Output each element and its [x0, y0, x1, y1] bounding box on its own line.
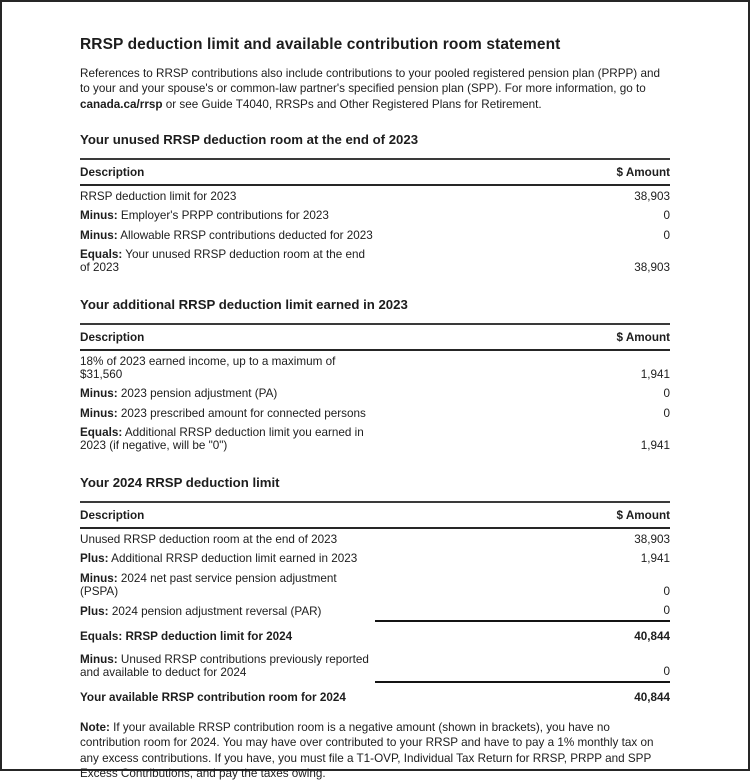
table-row: [80, 245, 670, 278]
row-prefix: Minus:: [80, 209, 118, 223]
table-row: [80, 185, 670, 206]
table-row: [80, 384, 670, 404]
row-prefix: Plus:: [80, 605, 109, 619]
row-amount: 0: [663, 406, 670, 420]
section-heading: Your unused RRSP deduction room at the end of 2023: [80, 132, 419, 148]
row-prefix: Minus:: [80, 571, 118, 585]
row-label: Plus: 2024 pension adjustment reversal (PAR): [80, 605, 322, 619]
table-row: [80, 646, 670, 683]
intro-bold-link-text: canada.ca/rrsp: [80, 97, 163, 111]
row-prefix: Minus:: [80, 387, 118, 401]
table-header-row: [80, 502, 670, 528]
row-amount: 0: [375, 601, 670, 622]
row-amount: 0: [663, 387, 670, 401]
row-amount: 38,903: [634, 189, 670, 203]
note-prefix: Note:: [80, 720, 110, 734]
row-amount: 40,844: [634, 690, 670, 704]
table-header-row: [80, 324, 670, 350]
row-amount: 1,941: [640, 439, 670, 453]
table-row: [80, 403, 670, 423]
column-header-description: Description: [80, 324, 375, 350]
row-label: Equals: Your unused RRSP deduction room at the end of 2023: [80, 248, 366, 275]
row-prefix: Equals:: [80, 248, 123, 262]
row-label: Equals: Additional RRSP deduction limit you earned in 2023 (if negative, will be "0"): [80, 426, 364, 453]
row-label: RRSP deduction limit for 2023: [80, 189, 237, 203]
section-heading: Your additional RRSP deduction limit earned in 2023: [80, 297, 408, 313]
intro-text-1: References to RRSP contributions also include contributions to your pooled registered pension plan (PRPP) and to your and your spouse's or common-law partner's specified pension plan (SPP). For more information, go to: [80, 67, 660, 96]
table-row: [80, 601, 670, 622]
column-header-description: Description: [80, 159, 375, 185]
row-label: Minus: 2023 pension adjustment (PA): [80, 387, 278, 401]
row-prefix: Plus:: [80, 552, 109, 566]
row-amount: 0: [663, 584, 670, 598]
table-row: [80, 568, 670, 601]
row-amount: 0: [663, 228, 670, 242]
note-text: If your available RRSP contribution room is a negative amount (shown in brackets), you have no contribution room for 2024. You may have over contributed to your RRSP and have to pay a 1% monthly tax on any excess contributions. If you have, you must file a T1-OVP, Individual Tax Return for RRSP, PRPP and SPP Excess Contributions, and pay the taxes owing.: [80, 720, 654, 780]
row-amount: 1,941: [640, 367, 670, 381]
table-row: [80, 206, 670, 226]
column-header-amount: $ Amount: [375, 502, 670, 528]
column-header-amount: $ Amount: [375, 159, 670, 185]
table-row: [80, 350, 670, 384]
table-row: [80, 423, 670, 456]
row-label: Minus: 2024 net past service pension adjustment (PSPA): [80, 571, 337, 598]
row-prefix: Minus:: [80, 406, 118, 420]
section-additional-limit-2023: [80, 297, 670, 455]
intro-paragraph: [80, 66, 670, 112]
row-amount: 0: [375, 646, 670, 683]
unused-room-table: [80, 158, 670, 277]
row-label: Equals: RRSP deduction limit for 2024: [80, 629, 293, 643]
row-amount: 0: [663, 209, 670, 223]
row-prefix: Minus:: [80, 653, 118, 667]
table-row-total: [80, 682, 670, 707]
table-row-total: [80, 621, 670, 646]
column-header-description: Description: [80, 502, 375, 528]
row-label: Unused RRSP deduction room at the end of 2023: [80, 532, 338, 546]
row-amount: 38,903: [634, 261, 670, 275]
table-header-row: [80, 159, 670, 185]
row-label: Minus: Unused RRSP contributions previously reported and available to deduct for 2024: [80, 653, 369, 680]
row-amount: 1,941: [640, 552, 670, 566]
table-row: [80, 528, 670, 549]
section-heading: Your 2024 RRSP deduction limit: [80, 475, 280, 491]
row-label: Minus: Employer's PRPP contributions for 2023: [80, 209, 329, 223]
table-row: [80, 225, 670, 245]
table-row: [80, 549, 670, 569]
row-label: Plus: Additional RRSP deduction limit earned in 2023: [80, 552, 358, 566]
row-amount: 38,903: [634, 532, 670, 546]
row-amount: 40,844: [634, 629, 670, 643]
row-label: Minus: 2023 prescribed amount for connected persons: [80, 406, 366, 420]
row-prefix: Minus:: [80, 228, 118, 242]
row-label: Minus: Allowable RRSP contributions deducted for 2023: [80, 228, 373, 242]
page-title: RRSP deduction limit and available contribution room statement: [80, 36, 561, 53]
row-prefix: Equals:: [80, 426, 123, 440]
column-header-amount: $ Amount: [375, 324, 670, 350]
row-label: Your available RRSP contribution room for 2024: [80, 690, 346, 704]
row-prefix: Equals:: [80, 629, 123, 643]
section-unused-room-2023: [80, 132, 670, 277]
section-2024-deduction-limit: [80, 475, 670, 707]
note-paragraph: [80, 720, 670, 781]
additional-limit-table: [80, 323, 670, 455]
intro-text-2: or see Guide T4040, RRSPs and Other Registered Plans for Retirement.: [162, 97, 542, 111]
statement-document: [2, 2, 748, 781]
row-label: 18% of 2023 earned income, up to a maximum of $31,560: [80, 354, 336, 381]
deduction-limit-2024-table: [80, 501, 670, 707]
